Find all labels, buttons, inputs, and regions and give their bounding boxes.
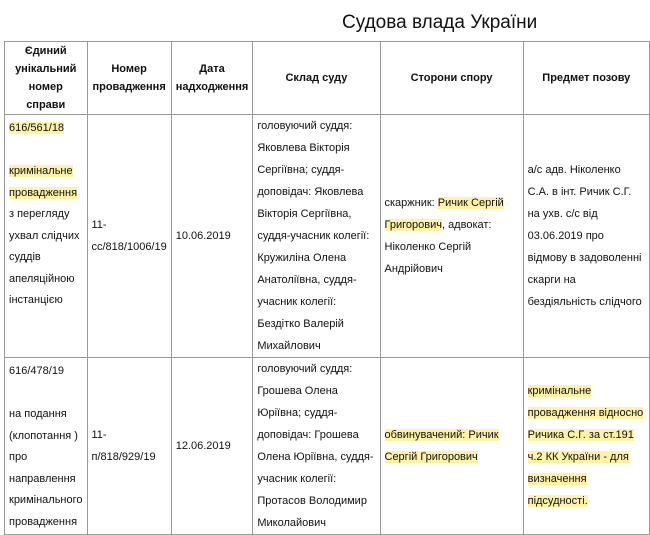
col-header-received-date: Дата надходження: [171, 42, 253, 115]
received-date: 12.06.2019: [171, 358, 253, 535]
case-number-cell: [5, 358, 88, 535]
proceeding-number: 11-сс/818/1006/19: [87, 115, 171, 358]
table-row: [5, 358, 650, 535]
parties-rest: , адвокат: Ніколенко Сергій Андрійович: [384, 219, 492, 275]
col-header-case-number: Єдиний унікальний номер справи: [5, 42, 88, 115]
court-cases-table: [4, 41, 650, 535]
claim-subject: а/с адв. Ніколенко С.А. в інт. Ричик С.Г. на ухв. с/с від 03.06.2019 про відмову в задоволенні скарги на бездіяльність слідчого: [523, 115, 649, 358]
col-header-parties: Сторони спору: [380, 42, 523, 115]
party-name: Ричик Сергій Григорович: [384, 197, 504, 231]
case-number-cell: [5, 115, 88, 358]
received-date: 10.06.2019: [171, 115, 253, 358]
parties-role: скаржник:: [384, 197, 438, 209]
case-number: 616/478/19: [9, 365, 65, 377]
case-description: з перегляду ухвал слідчих суддів апеляційною інстанцією: [9, 208, 80, 306]
table-header-row: [5, 42, 650, 115]
col-header-court-composition: Склад суду: [253, 42, 380, 115]
case-number: 616/561/18: [9, 122, 65, 134]
court-composition: головуючий суддя: Грошева Олена Юріївна; суддя-доповідач: Грошева Олена Юріївна, суддя-учасник колегії: Протасов Володимир Миколайович: [253, 358, 380, 535]
court-composition: головуючий суддя: Яковлева Вікторія Сергіївна; суддя-доповідач: Яковлева Вікторія Сергіївна, суддя-учасник колегії: Кружиліна Олена Анатоліївна, суддя-учасник колегії: Бездітко Валерій Михайлович: [253, 115, 380, 358]
table-row: [5, 115, 650, 358]
parties-cell: [380, 115, 523, 358]
parties-cell: [380, 358, 523, 535]
parties: обвинувачений: Ричик Сергій Григорович: [384, 429, 499, 463]
claim-subject-cell: [523, 358, 649, 535]
col-header-claim-subject: Предмет позову: [523, 42, 649, 115]
page-title: Судова влада України: [342, 12, 538, 33]
proceeding-number: 11-п/818/929/19: [87, 358, 171, 535]
case-type: кримінальне провадження: [9, 165, 78, 199]
claim-subject: кримінальне провадження відносно Ричика С.Г. за ст.191 ч.2 КК України - для визначення підсудності.: [527, 385, 644, 507]
col-header-proceeding-number: Номер провадження: [87, 42, 171, 115]
case-description: на подання (клопотання ) про направлення кримінального провадження: [9, 408, 83, 528]
